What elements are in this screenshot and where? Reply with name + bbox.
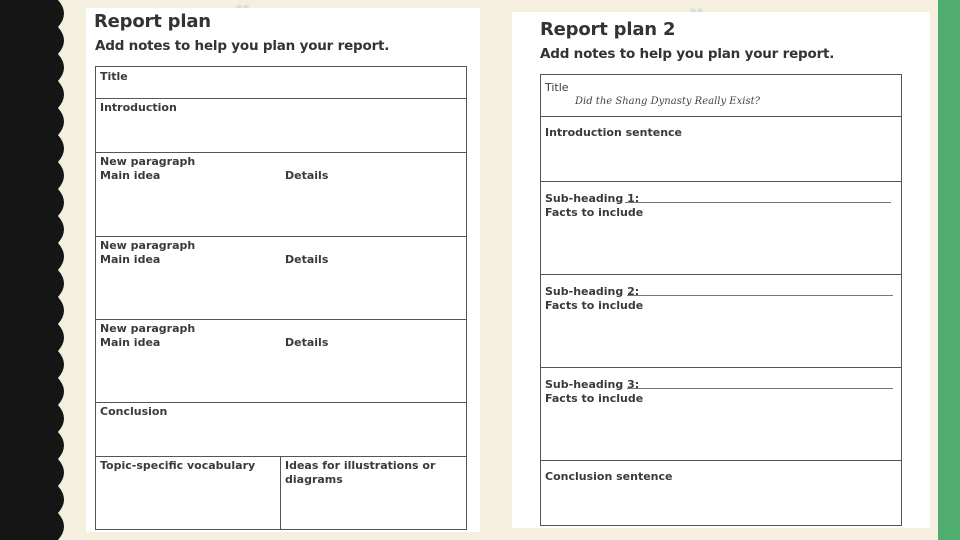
paragraph-section (96, 236, 466, 319)
main-idea-label: Main idea (100, 169, 161, 182)
writing-line (627, 295, 893, 296)
sheet-title: Report plan 2 (540, 19, 676, 40)
facts-label: Facts to include (545, 392, 644, 405)
subheading-section (541, 367, 901, 460)
facts-label: Facts to include (545, 206, 644, 219)
title-label: Title (545, 81, 569, 94)
writing-line (625, 202, 891, 203)
paragraph-section (96, 319, 466, 402)
report-plan-sheet (86, 8, 480, 532)
details-label: Details (285, 336, 329, 349)
sheet-subtitle: Add notes to help you plan your report. (95, 38, 390, 54)
main-idea-label: Main idea (100, 336, 161, 349)
illustrations-label-continued: diagrams (285, 473, 343, 486)
report-plan-2-form (540, 74, 902, 526)
paragraph-heading: New paragraph (100, 239, 196, 252)
title-label: Title (100, 70, 128, 83)
column-divider (280, 457, 281, 529)
subheading-section (541, 274, 901, 367)
title-section (96, 67, 466, 98)
subheading-label: Sub-heading 2: (545, 285, 640, 298)
report-plan-form (95, 66, 467, 530)
green-right-border (938, 0, 960, 540)
subheading-section (541, 181, 901, 274)
sheet-title: Report plan (94, 11, 211, 32)
title-section (541, 75, 901, 116)
report-plan-2-sheet (512, 12, 930, 528)
introduction-label: Introduction (100, 101, 177, 114)
paragraph-heading: New paragraph (100, 322, 196, 335)
details-label: Details (285, 169, 329, 182)
sheet-subtitle: Add notes to help you plan your report. (540, 46, 835, 62)
paragraph-heading: New paragraph (100, 155, 196, 168)
vocabulary-label: Topic-specific vocabulary (100, 459, 256, 472)
conclusion-section (541, 460, 901, 525)
vocabulary-illustrations-section (96, 456, 466, 529)
introduction-section (541, 116, 901, 181)
handwritten-title: Did the Shang Dynasty Really Exist? (575, 96, 760, 107)
writing-line (627, 388, 893, 389)
main-idea-label: Main idea (100, 253, 161, 266)
facts-label: Facts to include (545, 299, 644, 312)
introduction-section (96, 98, 466, 152)
introduction-label: Introduction sentence (545, 126, 683, 139)
conclusion-label: Conclusion (100, 405, 168, 418)
illustrations-label: Ideas for illustrations or (285, 459, 436, 472)
subheading-label: Sub-heading 1: (545, 192, 640, 205)
paragraph-section (96, 152, 466, 236)
conclusion-label: Conclusion sentence (545, 470, 673, 483)
details-label: Details (285, 253, 329, 266)
wavy-left-border (0, 0, 78, 540)
conclusion-section (96, 402, 466, 456)
subheading-label: Sub-heading 3: (545, 378, 640, 391)
